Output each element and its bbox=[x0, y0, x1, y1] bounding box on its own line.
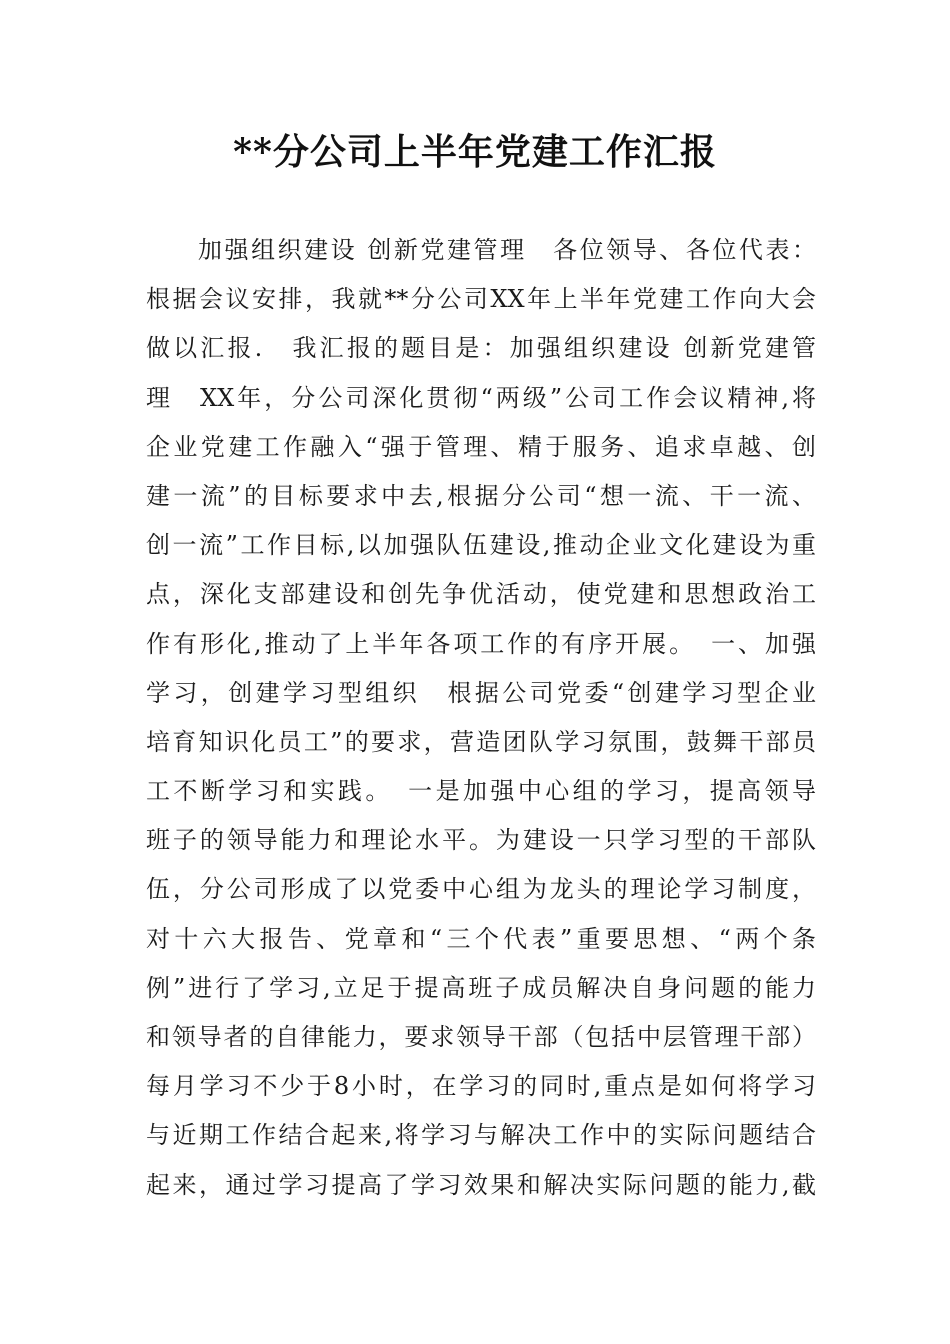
paragraph-line: 例”进行了学习,立足于提高班子成员解决自身问题的能力 bbox=[146, 973, 816, 1002]
paragraph-line: 伍，分公司形成了以党委中心组为龙头的理论学习制度， bbox=[146, 875, 816, 904]
paragraph-line: 作有形化,推动了上半年各项工作的有序开展。 一、加强 bbox=[146, 629, 816, 658]
paragraph-line: 根据会议安排，我就**分公司XX年上半年党建工作向大会 bbox=[146, 285, 816, 314]
paragraph-line: 培育知识化员工”的要求，营造团队学习氛围，鼓舞干部员 bbox=[146, 727, 816, 756]
paragraph-line: 每月学习不少于8小时，在学习的同时,重点是如何将学习 bbox=[146, 1072, 816, 1101]
paragraph-line: 工不断学习和实践。 一是加强中心组的学习，提高领导 bbox=[146, 777, 816, 806]
paragraph-line: 做以汇报. 我汇报的题目是：加强组织建设 创新党建管 bbox=[146, 334, 816, 363]
paragraph-line: 对十六大报告、党章和“三个代表”重要思想、“两个条 bbox=[146, 924, 816, 953]
paragraph-line: 建一流”的目标要求中去,根据分公司“想一流、干一流、 bbox=[146, 481, 816, 510]
paragraph-line: 起来，通过学习提高了学习效果和解决实际问题的能力,截 bbox=[146, 1170, 816, 1199]
paragraph-line: 加强组织建设 创新党建管理 各位领导、各位代表： bbox=[198, 236, 816, 264]
paragraph-line: 点，深化支部建设和创先争优活动，使党建和思想政治工 bbox=[146, 580, 816, 609]
paragraph-line: 和领导者的自律能力，要求领导干部（包括中层管理干部） bbox=[146, 1023, 816, 1051]
paragraph-line: 创一流”工作目标,以加强队伍建设,推动企业文化建设为重 bbox=[146, 531, 816, 560]
paragraph-line: 理 XX年，分公司深化贯彻“两级”公司工作会议精神,将 bbox=[146, 383, 816, 412]
paragraph-line: 企业党建工作融入“强于管理、精于服务、追求卓越、创 bbox=[146, 432, 816, 461]
paragraph-line: 学习，创建学习型组织 根据公司党委“创建学习型企业 bbox=[146, 678, 816, 707]
paragraph-line: 与近期工作结合起来,将学习与解决工作中的实际问题结合 bbox=[146, 1121, 816, 1150]
paragraph-line: 班子的领导能力和理论水平。为建设一只学习型的干部队 bbox=[146, 826, 816, 855]
document-title: **分公司上半年党建工作汇报 bbox=[233, 131, 717, 173]
body-text bbox=[146, 226, 816, 1210]
